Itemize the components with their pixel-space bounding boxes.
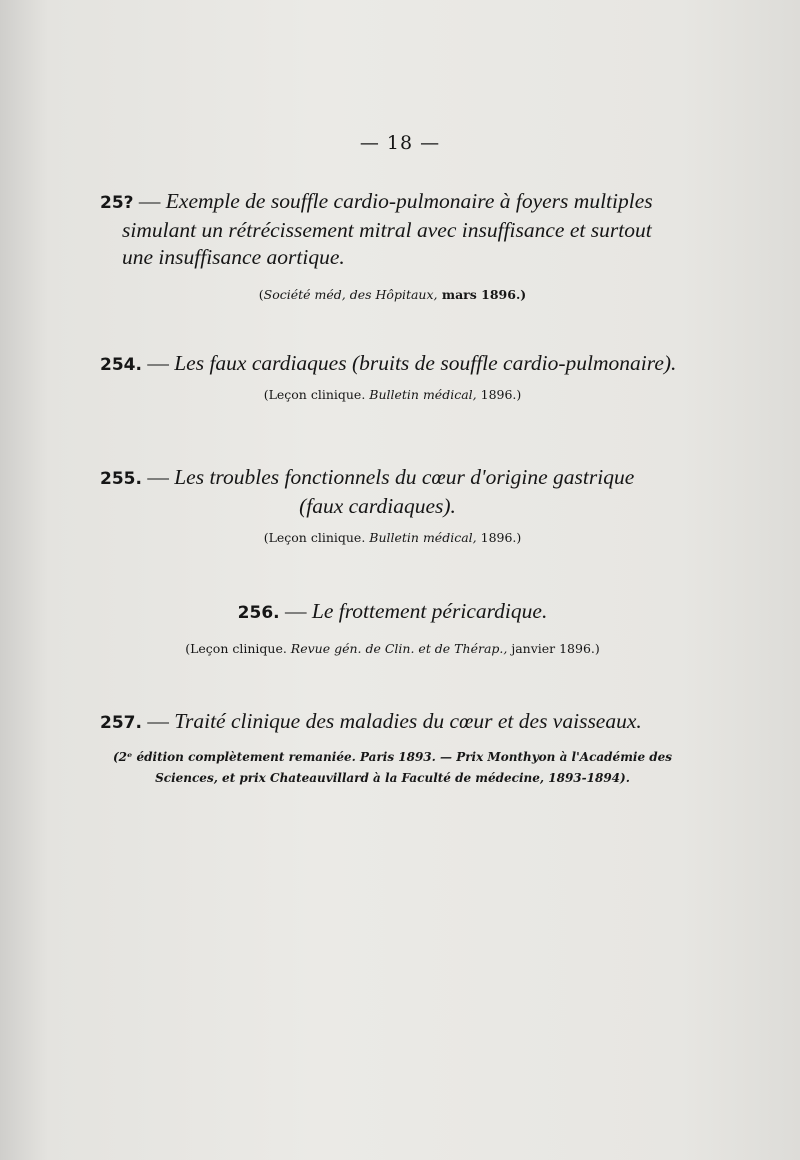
entry-source: [100, 285, 685, 305]
source-date: mars 1896.): [437, 287, 527, 302]
bibliography-entry-256: [100, 598, 685, 659]
entry-dash: —: [141, 351, 175, 375]
entry-title-line-2: simulant un rétrécissement mitral avec insuffisance et surtout: [122, 218, 652, 242]
source-journal: Société méd, des Hôpitaux,: [263, 287, 438, 302]
entry-source: [100, 385, 685, 405]
source-journal: Bulletin médical,: [369, 387, 477, 402]
source-journal: Revue gén. de Clin. et de Thérap.,: [290, 641, 508, 656]
entry-title-text: Traité clinique des maladies du cœur et des vaisseaux.: [174, 709, 642, 733]
entry-number: 254.: [100, 355, 142, 375]
entry-title: [100, 598, 685, 627]
source-line-1: (2ᵉ édition complètement remaniée. Paris 1893. — Prix Monthyon à l'Académie des: [112, 750, 673, 764]
entry-dash: —: [133, 189, 166, 213]
entry-title-text: Les faux cardiaques (bruits de souffle cardio-pulmonaire).: [174, 351, 677, 375]
entry-number: 25?: [100, 193, 134, 213]
entry-source: [100, 528, 685, 548]
entry-number: 255.: [100, 469, 142, 489]
source-date: 1896.): [476, 530, 522, 545]
source-prefix: (: [258, 287, 264, 302]
entry-number: 257.: [100, 713, 142, 733]
entry-source: [100, 747, 685, 789]
entry-title-line-1: Exemple de souffle cardio-pulmonaire à foyers multiples: [165, 189, 653, 213]
entry-title: [100, 350, 685, 379]
entry-dash: —: [279, 599, 312, 623]
source-prefix: (Leçon clinique.: [185, 641, 291, 656]
entry-title-text: Le frottement péricardique.: [311, 599, 548, 623]
entry-title-line-1: Les troubles fonctionnels du cœur d'origine gastrique: [174, 465, 635, 489]
bibliography-entry-257: [100, 708, 685, 789]
entry-title-line-3: une insuffisance aortique.: [122, 245, 345, 269]
bibliography-entry-253: [100, 188, 685, 305]
source-prefix: (Leçon clinique.: [263, 530, 370, 545]
entry-dash: —: [141, 709, 175, 733]
page-number: — 18 —: [359, 132, 441, 154]
entry-dash: —: [141, 465, 175, 489]
entry-title: [100, 708, 685, 737]
entry-number: 256.: [237, 603, 280, 623]
bibliography-entry-254: [100, 350, 685, 405]
bibliography-entry-255: [100, 464, 685, 548]
source-journal: Bulletin médical,: [369, 530, 477, 545]
source-line-2: Sciences, et prix Chateauvillard à la Faculté de médecine, 1893-1894).: [155, 771, 630, 785]
source-date: janvier 1896.): [507, 641, 600, 656]
entry-source: [100, 639, 685, 659]
entry-title-line-2: (faux cardiaques).: [299, 494, 456, 518]
source-date: 1896.): [476, 387, 522, 402]
entry-title: [100, 464, 685, 520]
entry-title: [100, 188, 685, 271]
source-prefix: (Leçon clinique.: [263, 387, 370, 402]
